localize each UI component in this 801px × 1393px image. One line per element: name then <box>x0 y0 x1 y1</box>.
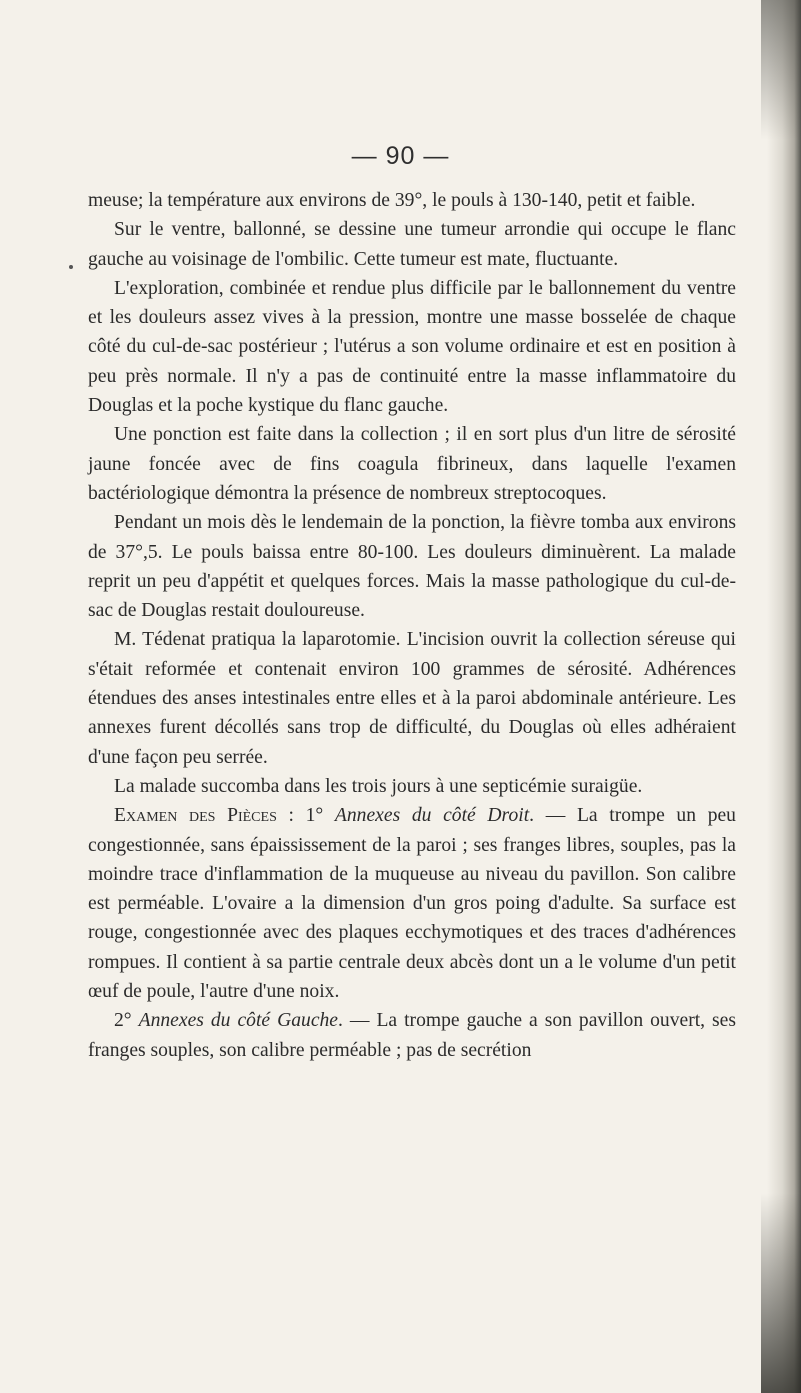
body-text <box>88 186 736 1065</box>
annex-right-title: Annexes du côté Droit <box>334 805 530 827</box>
paragraph-7: La malade succomba dans les trois jours à une septicémie suraigüe. <box>114 775 643 797</box>
page-number: — 90 — <box>351 142 450 170</box>
paragraph-6: M. Tédenat pratiqua la laparotomie. L'incision ouvrit la collection séreuse qui s'était reformée et contenait environ 100 grammes de sérosité. Adhérences étendues des anses intestinales entre elles et à la paroi abdominale antérieure. Les annexes furent décollés sans trop de difficulté, du Douglas où elles adhéraient d'une façon peu serrée. <box>88 629 736 768</box>
paragraph-examen <box>88 801 736 1006</box>
examen-heading: Examen des Pièces <box>114 805 277 827</box>
annex-left-title: Annexes du côté Gauche <box>138 1010 339 1032</box>
annex-left-number: 2° <box>114 1010 139 1032</box>
page-edge-shadow <box>767 0 801 1393</box>
paragraph-4: Une ponction est faite dans la collection ; il en sort plus d'un litre de sérosité jaune foncée avec de fins coagula fibrineux, dans laquelle l'examen bactériologique démontra la présence de nombreux streptocoques. <box>88 424 736 504</box>
page-edge-shadow-bottom <box>761 1193 801 1393</box>
annex-left-text: . — La trompe gauche a son pavillon ouvert, ses franges souples, son calibre perméable ; pas de secrétion <box>88 1010 737 1061</box>
examen-lead: : 1° <box>276 805 335 827</box>
paragraph-3: L'exploration, combinée et rendue plus difficile par le ballonnement du ventre et les douleurs assez vives à la pression, montre une masse bosselée de chaque côté du cul-de-sac postérieur ; l'utérus a son volume ordinaire et est en position à peu près normale. Il n'y a pas de continuité entre la masse inflammatoire du Douglas et la poche kystique du flanc gauche. <box>88 277 736 417</box>
paragraph-annex-left <box>88 1006 736 1065</box>
annex-right-text: . — La trompe un peu congestionnée, sans épaississement de la paroi ; ses franges libres, souples, pas la moindre trace d'inflammation de la muqueuse au niveau du pavillon. Son calibre est perméable. L'ovaire a la dimension d'un gros poing d'adulte. Sa surface est rouge, congestionnée avec des plaques ecchymotiques et des traces d'adhérences rompues. Il contient à sa partie centrale deux abcès dont un a le volume d'un petit œuf de poule, l'autre d'une noix. <box>88 805 736 1003</box>
paragraph-1: meuse; la température aux environs de 39°, le pouls à 130-140, petit et faible. <box>88 190 696 211</box>
paragraph-5: Pendant un mois dès le lendemain de la ponction, la fièvre tomba aux environs de 37°,5. Le pouls baissa entre 80-100. Les douleurs diminuèrent. La malade reprit un peu d'appétit et quelques forces. Mais la masse pathologique du cul-de-sac de Douglas restait douloureuse. <box>88 512 736 622</box>
page-edge-shadow-top <box>761 0 801 140</box>
margin-mark <box>69 265 73 269</box>
paragraph-2: Sur le ventre, ballonné, se dessine une tumeur arrondie qui occupe le flanc gauche au voisinage de l'ombilic. Cette tumeur est mate, fluctuante. <box>88 219 736 270</box>
